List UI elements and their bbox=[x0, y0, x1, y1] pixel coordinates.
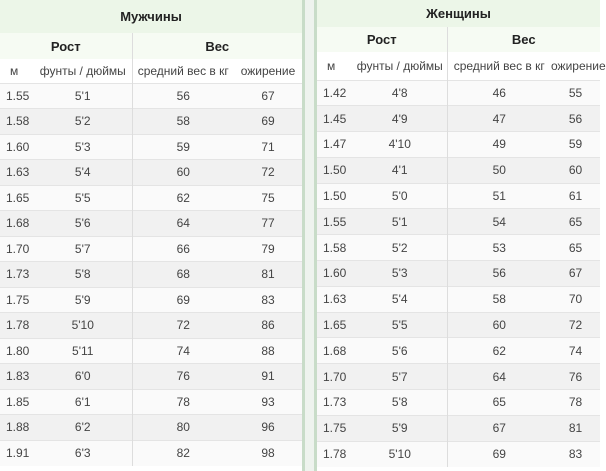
cell-height-ft: 5'10 bbox=[34, 313, 132, 339]
cell-height-m: 1.73 bbox=[317, 390, 353, 416]
cell-height-ft: 5'7 bbox=[34, 236, 132, 262]
cell-height-ft: 5'5 bbox=[353, 312, 447, 338]
cell-weight-avg: 62 bbox=[132, 185, 234, 211]
cell-height-ft: 5'2 bbox=[353, 235, 447, 261]
cell-weight-obese: 98 bbox=[234, 440, 302, 466]
cell-weight-avg: 82 bbox=[132, 440, 234, 466]
cell-weight-obese: 75 bbox=[234, 185, 302, 211]
cell-weight-avg: 60 bbox=[447, 312, 551, 338]
men-table bbox=[0, 0, 302, 466]
cell-weight-obese: 59 bbox=[551, 132, 600, 158]
cell-height-m: 1.75 bbox=[317, 415, 353, 441]
table-row bbox=[317, 80, 600, 106]
cell-height-m: 1.60 bbox=[0, 134, 34, 160]
women-subheader-row bbox=[317, 52, 600, 80]
cell-height-m: 1.91 bbox=[0, 440, 34, 466]
cell-weight-obese: 72 bbox=[551, 312, 600, 338]
cell-weight-avg: 68 bbox=[132, 262, 234, 288]
men-height-group: Рост bbox=[0, 33, 132, 59]
table-row bbox=[317, 415, 600, 441]
cell-height-ft: 4'9 bbox=[353, 106, 447, 132]
men-col-obese: ожирение bbox=[234, 59, 302, 83]
cell-weight-avg: 65 bbox=[447, 390, 551, 416]
cell-weight-obese: 83 bbox=[551, 441, 600, 467]
table-row bbox=[317, 132, 600, 158]
cell-height-ft: 5'9 bbox=[34, 287, 132, 313]
cell-weight-avg: 58 bbox=[132, 109, 234, 135]
cell-height-ft: 5'0 bbox=[353, 183, 447, 209]
cell-weight-obese: 60 bbox=[551, 157, 600, 183]
table-row bbox=[317, 338, 600, 364]
table-row bbox=[0, 185, 302, 211]
cell-weight-obese: 67 bbox=[234, 83, 302, 109]
cell-weight-avg: 60 bbox=[132, 160, 234, 186]
cell-height-m: 1.68 bbox=[317, 338, 353, 364]
cell-weight-avg: 69 bbox=[447, 441, 551, 467]
table-row bbox=[0, 211, 302, 237]
cell-weight-avg: 56 bbox=[132, 83, 234, 109]
table-row bbox=[0, 440, 302, 466]
table-row bbox=[317, 209, 600, 235]
cell-weight-obese: 71 bbox=[234, 134, 302, 160]
table-row bbox=[0, 389, 302, 415]
cell-weight-avg: 51 bbox=[447, 183, 551, 209]
cell-weight-obese: 74 bbox=[551, 338, 600, 364]
men-title-row bbox=[0, 0, 302, 33]
men-group-row bbox=[0, 33, 302, 59]
cell-height-m: 1.63 bbox=[0, 160, 34, 186]
cell-height-ft: 5'1 bbox=[353, 209, 447, 235]
cell-weight-obese: 70 bbox=[551, 286, 600, 312]
cell-weight-avg: 53 bbox=[447, 235, 551, 261]
cell-height-m: 1.78 bbox=[317, 441, 353, 467]
cell-height-m: 1.80 bbox=[0, 338, 34, 364]
table-row bbox=[317, 441, 600, 467]
cell-weight-obese: 69 bbox=[234, 109, 302, 135]
cell-weight-avg: 62 bbox=[447, 338, 551, 364]
cell-weight-obese: 76 bbox=[551, 364, 600, 390]
cell-height-ft: 5'6 bbox=[353, 338, 447, 364]
cell-height-ft: 5'9 bbox=[353, 415, 447, 441]
cell-height-ft: 5'2 bbox=[34, 109, 132, 135]
cell-height-m: 1.85 bbox=[0, 389, 34, 415]
cell-weight-obese: 61 bbox=[551, 183, 600, 209]
cell-height-ft: 4'1 bbox=[353, 157, 447, 183]
cell-weight-obese: 67 bbox=[551, 261, 600, 287]
cell-height-m: 1.58 bbox=[317, 235, 353, 261]
table-row bbox=[317, 157, 600, 183]
cell-weight-avg: 74 bbox=[132, 338, 234, 364]
cell-weight-obese: 86 bbox=[234, 313, 302, 339]
cell-height-m: 1.83 bbox=[0, 364, 34, 390]
cell-height-ft: 6'2 bbox=[34, 415, 132, 441]
table-row bbox=[317, 286, 600, 312]
table-row bbox=[317, 364, 600, 390]
men-col-ft: фунты / дюймы bbox=[34, 59, 132, 83]
women-height-group: Рост bbox=[317, 27, 447, 52]
women-col-m: м bbox=[317, 52, 353, 80]
cell-weight-obese: 88 bbox=[234, 338, 302, 364]
table-row bbox=[0, 415, 302, 441]
cell-height-m: 1.55 bbox=[0, 83, 34, 109]
cell-height-ft: 5'4 bbox=[353, 286, 447, 312]
men-col-avg: средний вес в кг bbox=[132, 59, 234, 83]
cell-weight-obese: 81 bbox=[234, 262, 302, 288]
table-row bbox=[0, 160, 302, 186]
cell-weight-avg: 76 bbox=[132, 364, 234, 390]
cell-height-m: 1.58 bbox=[0, 109, 34, 135]
cell-weight-obese: 96 bbox=[234, 415, 302, 441]
cell-height-m: 1.47 bbox=[317, 132, 353, 158]
table-row bbox=[317, 390, 600, 416]
cell-height-m: 1.65 bbox=[317, 312, 353, 338]
cell-height-ft: 6'0 bbox=[34, 364, 132, 390]
cell-weight-obese: 56 bbox=[551, 106, 600, 132]
table-row bbox=[0, 287, 302, 313]
cell-weight-avg: 58 bbox=[447, 286, 551, 312]
cell-height-m: 1.50 bbox=[317, 157, 353, 183]
cell-weight-avg: 46 bbox=[447, 80, 551, 106]
cell-weight-avg: 67 bbox=[447, 415, 551, 441]
table-row bbox=[0, 364, 302, 390]
cell-height-m: 1.65 bbox=[0, 185, 34, 211]
cell-height-m: 1.70 bbox=[0, 236, 34, 262]
table-row bbox=[0, 313, 302, 339]
cell-weight-obese: 81 bbox=[551, 415, 600, 441]
cell-height-m: 1.78 bbox=[0, 313, 34, 339]
cell-weight-obese: 65 bbox=[551, 235, 600, 261]
women-col-avg: средний вес в кг bbox=[447, 52, 551, 80]
cell-height-ft: 5'8 bbox=[34, 262, 132, 288]
women-table bbox=[317, 0, 606, 467]
table-row bbox=[0, 236, 302, 262]
cell-height-ft: 5'11 bbox=[34, 338, 132, 364]
cell-weight-obese: 55 bbox=[551, 80, 600, 106]
cell-weight-avg: 47 bbox=[447, 106, 551, 132]
cell-height-m: 1.42 bbox=[317, 80, 353, 106]
panel-divider bbox=[305, 0, 314, 471]
table-row bbox=[317, 261, 600, 287]
cell-height-ft: 5'3 bbox=[34, 134, 132, 160]
cell-height-ft: 5'10 bbox=[353, 441, 447, 467]
men-title: Мужчины bbox=[0, 0, 302, 33]
cell-height-m: 1.75 bbox=[0, 287, 34, 313]
men-col-m: м bbox=[0, 59, 34, 83]
cell-weight-obese: 91 bbox=[234, 364, 302, 390]
cell-height-m: 1.60 bbox=[317, 261, 353, 287]
cell-weight-obese: 79 bbox=[234, 236, 302, 262]
women-group-row bbox=[317, 27, 600, 52]
cell-height-ft: 5'8 bbox=[353, 390, 447, 416]
cell-height-ft: 5'3 bbox=[353, 261, 447, 287]
cell-height-ft: 6'1 bbox=[34, 389, 132, 415]
men-subheader-row bbox=[0, 59, 302, 83]
table-row bbox=[317, 235, 600, 261]
cell-weight-avg: 69 bbox=[132, 287, 234, 313]
table-row bbox=[0, 338, 302, 364]
cell-weight-avg: 80 bbox=[132, 415, 234, 441]
table-row bbox=[317, 183, 600, 209]
cell-weight-avg: 50 bbox=[447, 157, 551, 183]
men-weight-group: Вес bbox=[132, 33, 302, 59]
cell-weight-obese: 65 bbox=[551, 209, 600, 235]
cell-weight-obese: 78 bbox=[551, 390, 600, 416]
cell-height-m: 1.55 bbox=[317, 209, 353, 235]
cell-weight-avg: 64 bbox=[132, 211, 234, 237]
cell-weight-avg: 64 bbox=[447, 364, 551, 390]
cell-weight-avg: 66 bbox=[132, 236, 234, 262]
cell-weight-obese: 83 bbox=[234, 287, 302, 313]
cell-height-m: 1.50 bbox=[317, 183, 353, 209]
women-title: Женщины bbox=[317, 0, 600, 27]
cell-height-ft: 4'8 bbox=[353, 80, 447, 106]
table-row bbox=[0, 109, 302, 135]
women-table-panel bbox=[314, 0, 606, 471]
cell-height-ft: 6'3 bbox=[34, 440, 132, 466]
cell-weight-avg: 78 bbox=[132, 389, 234, 415]
cell-weight-obese: 93 bbox=[234, 389, 302, 415]
cell-weight-obese: 72 bbox=[234, 160, 302, 186]
cell-weight-avg: 72 bbox=[132, 313, 234, 339]
cell-height-m: 1.70 bbox=[317, 364, 353, 390]
women-weight-group: Вес bbox=[447, 27, 600, 52]
cell-height-m: 1.63 bbox=[317, 286, 353, 312]
table-row bbox=[0, 262, 302, 288]
table-row bbox=[0, 83, 302, 109]
cell-height-m: 1.73 bbox=[0, 262, 34, 288]
cell-height-m: 1.68 bbox=[0, 211, 34, 237]
cell-height-ft: 5'7 bbox=[353, 364, 447, 390]
cell-height-ft: 4'10 bbox=[353, 132, 447, 158]
table-row bbox=[0, 134, 302, 160]
cell-height-m: 1.45 bbox=[317, 106, 353, 132]
table-row bbox=[317, 106, 600, 132]
women-col-obese: ожирение bbox=[551, 52, 600, 80]
cell-weight-avg: 56 bbox=[447, 261, 551, 287]
women-col-ft: фунты / дюймы bbox=[353, 52, 447, 80]
cell-height-m: 1.88 bbox=[0, 415, 34, 441]
cell-weight-obese: 77 bbox=[234, 211, 302, 237]
cell-weight-avg: 54 bbox=[447, 209, 551, 235]
cell-height-ft: 5'4 bbox=[34, 160, 132, 186]
women-title-row bbox=[317, 0, 600, 27]
cell-height-ft: 5'6 bbox=[34, 211, 132, 237]
table-row bbox=[317, 312, 600, 338]
cell-height-ft: 5'1 bbox=[34, 83, 132, 109]
cell-height-ft: 5'5 bbox=[34, 185, 132, 211]
cell-weight-avg: 59 bbox=[132, 134, 234, 160]
cell-weight-avg: 49 bbox=[447, 132, 551, 158]
